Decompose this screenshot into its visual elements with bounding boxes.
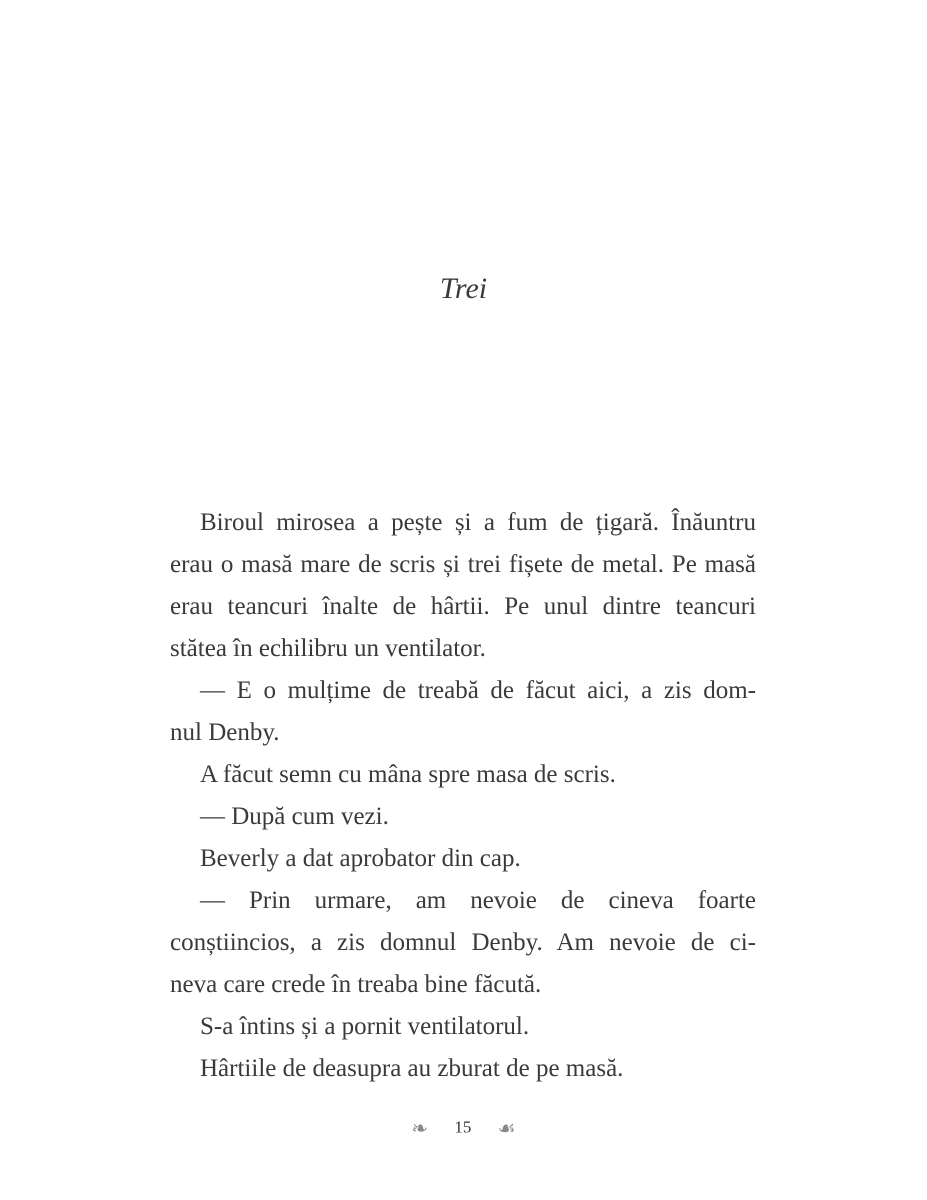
text-line: neva care crede în treaba bine făcută.: [170, 971, 542, 998]
text-line: erau teancuri înalte de hârtii. Pe unul dintre teancuri: [170, 593, 756, 620]
text-line: S-a întins și a pornit ventilatorul.: [200, 1013, 530, 1040]
text-line: — După cum vezi.: [200, 803, 389, 830]
text-line: A făcut semn cu mâna spre masa de scris.: [200, 761, 616, 788]
text-line: stătea în echilibru un ventilator.: [170, 635, 486, 662]
left-ornament-icon: ❧: [411, 1118, 429, 1140]
text-line: Beverly a dat aprobator din cap.: [200, 845, 521, 872]
body-text: [170, 502, 756, 1090]
text-line: — Prin urmare, am nevoie de cineva foarte: [200, 887, 756, 914]
page-number: 15: [454, 1117, 472, 1137]
text-line: Hârtiile de deasupra au zburat de pe masă.: [200, 1055, 624, 1082]
text-line: — E o mulțime de treabă de făcut aici, a zis dom-: [200, 677, 756, 704]
text-line: erau o masă mare de scris și trei fișete de metal. Pe masă: [170, 551, 756, 578]
chapter-title: Trei: [439, 272, 488, 305]
text-line: Biroul mirosea a pește și a fum de țigară. Înăuntru: [200, 509, 756, 536]
right-ornament-icon: ☙: [497, 1118, 516, 1140]
page-footer: [0, 1116, 927, 1141]
text-line: nul Denby.: [170, 719, 280, 746]
text-line: conștiincios, a zis domnul Denby. Am nevoie de ci-: [170, 929, 756, 956]
